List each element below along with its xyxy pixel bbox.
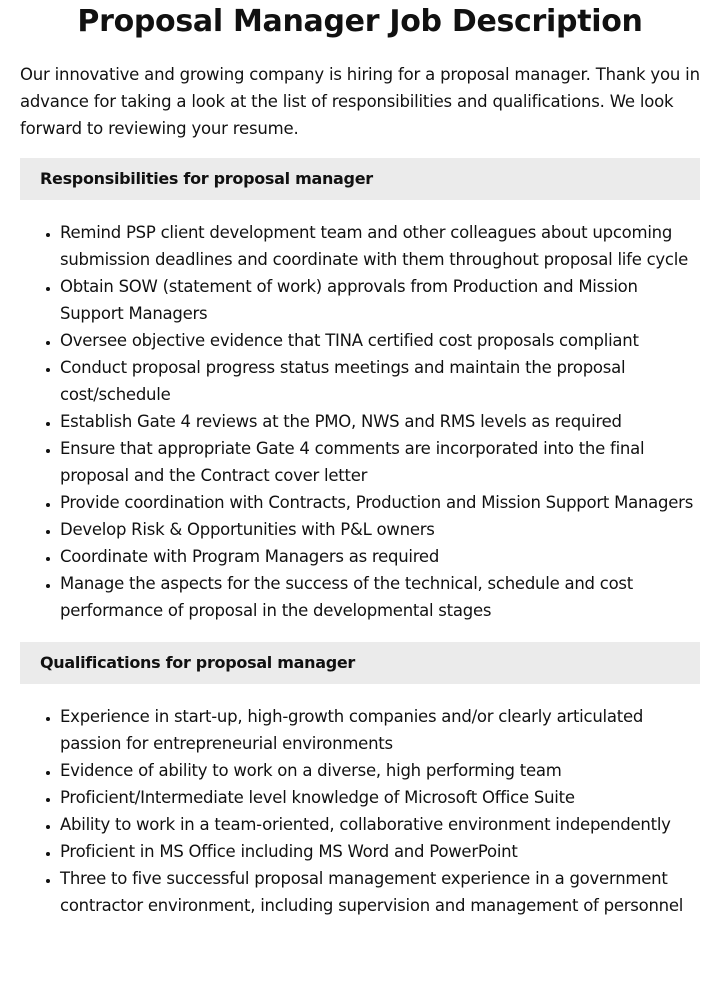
responsibilities-heading: Responsibilities for proposal manager (20, 158, 700, 200)
qualifications-section (20, 642, 700, 919)
list-item: • Ensure that appropriate Gate 4 comments are incorporated into the final proposal and the Contract cover letter (60, 435, 700, 489)
list-item: • Three to five successful proposal management experience in a government contractor environment, including supervision and management of personnel (60, 865, 700, 919)
list-item: • Obtain SOW (statement of work) approvals from Production and Mission Support Managers (60, 273, 700, 327)
list-item: • Remind PSP client development team and other colleagues about upcoming submission deadlines and coordinate with them throughout proposal life cycle (60, 219, 700, 273)
list-item: • Proficient in MS Office including MS Word and PowerPoint (60, 838, 700, 865)
list-item: • Experience in start-up, high-growth companies and/or clearly articulated passion for entrepreneurial environments (60, 703, 700, 757)
list-item: • Establish Gate 4 reviews at the PMO, NWS and RMS levels as required (60, 408, 700, 435)
page-title: Proposal Manager Job Description (77, 4, 643, 39)
list-item: • Proficient/Intermediate level knowledge of Microsoft Office Suite (60, 784, 700, 811)
list-item: • Provide coordination with Contracts, Production and Mission Support Managers (60, 489, 700, 516)
qualifications-list (20, 703, 700, 919)
responsibilities-section (20, 158, 700, 624)
list-item: • Conduct proposal progress status meetings and maintain the proposal cost/schedule (60, 354, 700, 408)
list-item: • Manage the aspects for the success of the technical, schedule and cost performance of proposal in the developmental stages (60, 570, 700, 624)
list-item: • Develop Risk & Opportunities with P&L owners (60, 516, 700, 543)
qualifications-heading: Qualifications for proposal manager (20, 642, 700, 684)
list-item: • Coordinate with Program Managers as required (60, 543, 700, 570)
list-item: • Oversee objective evidence that TINA certified cost proposals compliant (60, 327, 700, 354)
list-item: • Ability to work in a team-oriented, collaborative environment independently (60, 811, 700, 838)
responsibilities-list (20, 219, 700, 624)
intro-paragraph: Our innovative and growing company is hiring for a proposal manager. Thank you in advance for taking a look at the list of responsibilities and qualifications. We look forward to reviewing your resume. (20, 65, 700, 138)
list-item: • Evidence of ability to work on a diverse, high performing team (60, 757, 700, 784)
